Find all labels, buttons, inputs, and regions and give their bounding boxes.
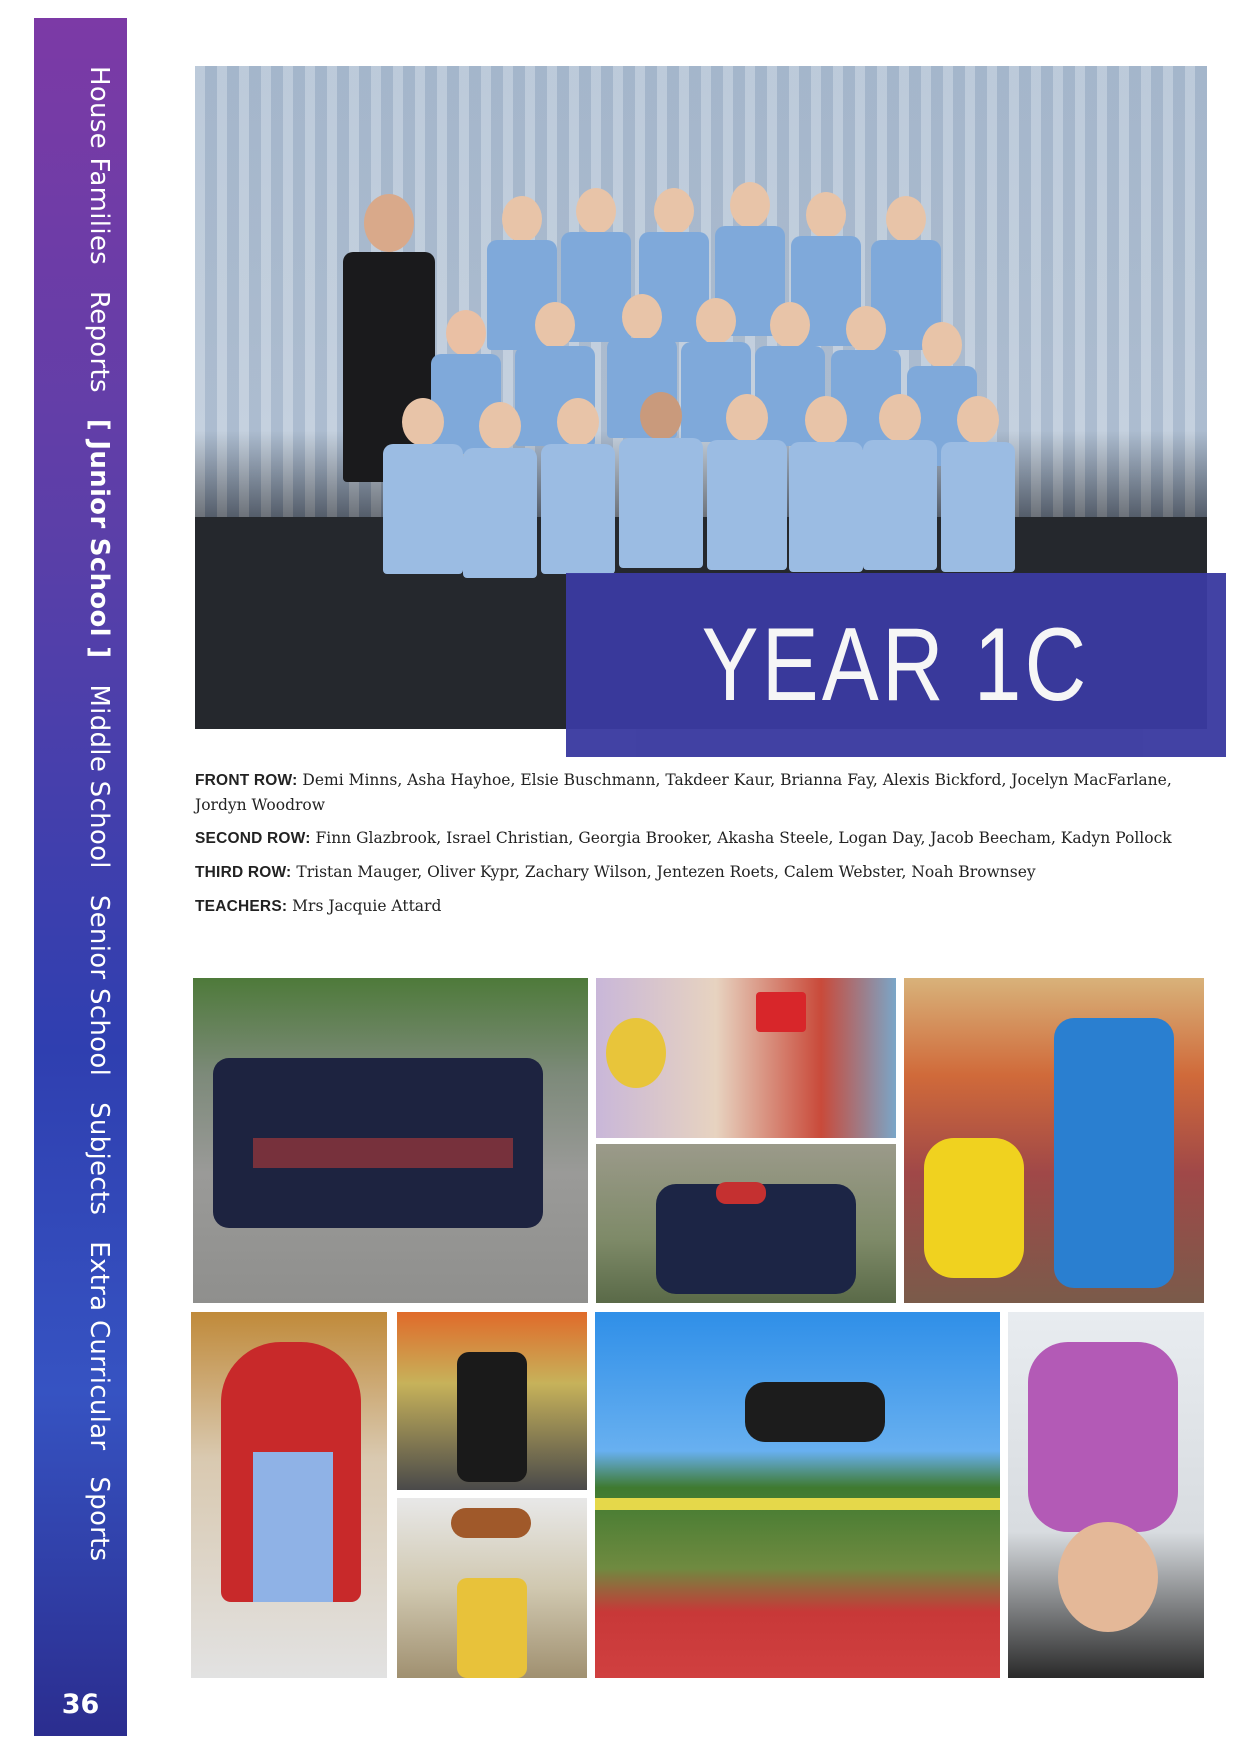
gallery-photo-hats xyxy=(596,1144,896,1303)
sidebar-item-subjects[interactable]: Subjects xyxy=(84,1102,114,1216)
front-row-caption xyxy=(195,768,1215,817)
student-figure xyxy=(463,402,537,622)
gallery-photo-pirate xyxy=(397,1312,587,1490)
teachers-label: TEACHERS: xyxy=(195,898,288,915)
page-number: 36 xyxy=(61,1689,100,1720)
class-captions xyxy=(195,768,1215,928)
front-row-names: Demi Minns, Asha Hayhoe, Elsie Buschmann, Takdeer Kaur, Brianna Fay, Alexis Bickford, Jocelyn MacFarlane, Jordyn Woodrow xyxy=(195,771,1172,814)
sidebar-item-extra-curricular[interactable]: Extra Curricular xyxy=(84,1241,114,1451)
sidebar-item-senior-school[interactable]: Senior School xyxy=(84,894,114,1077)
year-banner xyxy=(566,573,1226,757)
gallery-photo-red-riding-hood xyxy=(191,1312,387,1678)
gallery-photo-high-jump xyxy=(595,1312,1000,1678)
front-row-label: FRONT ROW: xyxy=(195,772,298,789)
third-row-caption xyxy=(195,860,1215,885)
gallery-photo-easter-hat xyxy=(1008,1312,1204,1678)
sidebar-item-junior-school[interactable]: [ Junior School ] xyxy=(84,418,114,659)
gallery-photo-cowboy xyxy=(397,1498,587,1678)
teachers-names: Mrs Jacquie Attard xyxy=(292,897,442,915)
second-row-names: Finn Glazbrook, Israel Christian, Georgia Brooker, Akasha Steele, Logan Day, Jacob Beecham, Kadyn Pollock xyxy=(315,829,1172,847)
year-title: YEAR 1C xyxy=(702,606,1090,723)
second-row-label: SECOND ROW: xyxy=(195,830,311,847)
sidebar-item-house-families[interactable]: House Families xyxy=(84,66,114,265)
teachers-caption xyxy=(195,894,1215,919)
gallery-photo-finn-jake xyxy=(904,978,1204,1303)
sidebar-item-middle-school[interactable]: Middle School xyxy=(84,684,114,869)
sidebar-item-reports[interactable]: Reports xyxy=(84,290,114,393)
second-row-caption xyxy=(195,826,1215,851)
third-row-label: THIRD ROW: xyxy=(195,864,292,881)
gallery-photo-group-outdoor xyxy=(193,978,588,1303)
third-row-names: Tristan Mauger, Oliver Kypr, Zachary Wilson, Jentezen Roets, Calem Webster, Noah Brownsey xyxy=(296,863,1036,881)
student-figure xyxy=(383,398,463,618)
sidebar xyxy=(34,18,127,1736)
gallery-photo-costumes-group xyxy=(596,978,896,1138)
sidebar-item-sports[interactable]: Sports xyxy=(84,1476,114,1562)
sidebar-nav xyxy=(84,66,114,1588)
